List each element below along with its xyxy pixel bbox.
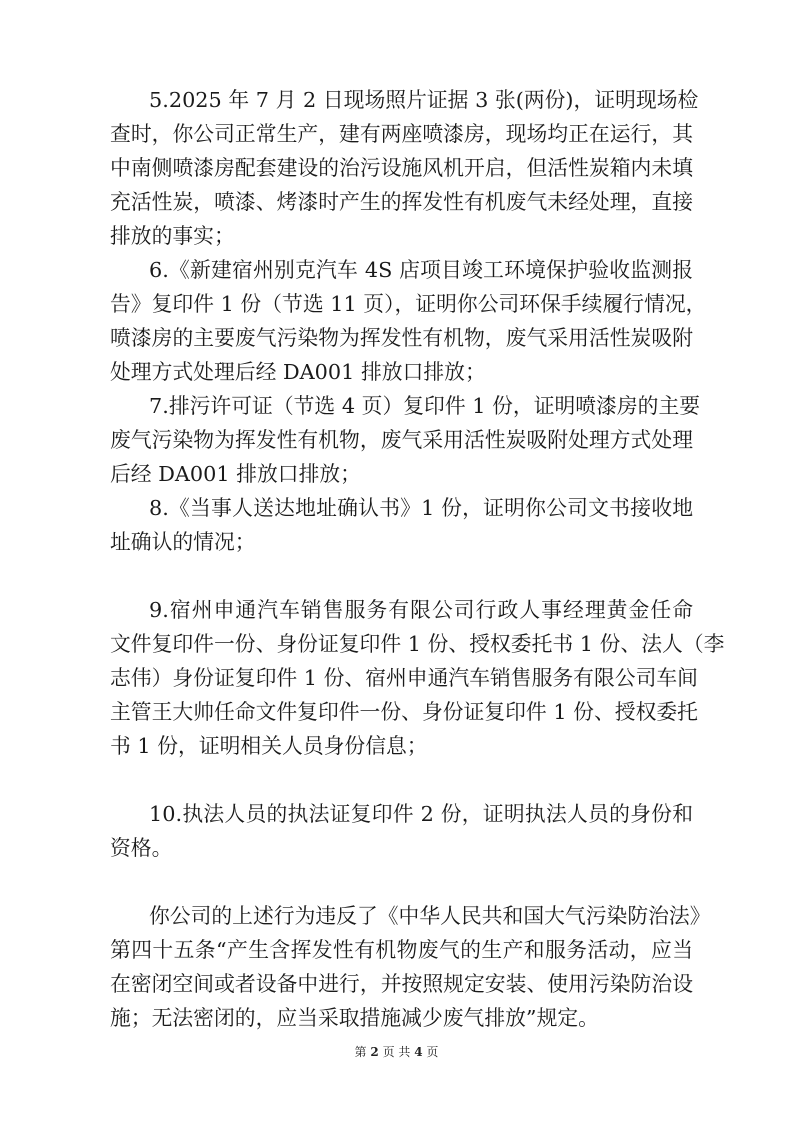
paragraph-9-line-5: 书 1 份，证明相关人员身份信息； [110, 734, 428, 758]
conclusion-line-4: 施；无法密闭的，应当采取措施减少废气排放”规定。 [110, 1006, 599, 1030]
paragraph-6-line-3: 喷漆房的主要废气污染物为挥发性有机物，废气采用活性炭吸附 [110, 326, 693, 350]
conclusion-line-1: 你公司的上述行为违反了《中华人民共和国大气污染防治法》 [149, 904, 711, 928]
paragraph-5-line-5: 排放的事实； [110, 224, 235, 248]
footer-total-pages: 4 [414, 1045, 423, 1059]
paragraph-7-line-3: 后经 DA001 排放口排放； [110, 462, 361, 486]
paragraph-5-line-3: 中南侧喷漆房配套建设的治污设施风机开启，但活性炭箱内未填 [110, 156, 693, 180]
paragraph-9-line-1: 9.宿州申通汽车销售服务有限公司行政人事经理黄金任命 [149, 598, 693, 622]
paragraph-6-line-1: 6.《新建宿州别克汽车 4S 店项目竣工环境保护验收监测报 [149, 258, 693, 282]
paragraph-10-line-1: 10.执法人员的执法证复印件 2 份，证明执法人员的身份和 [149, 802, 693, 826]
footer-page-number: 2 [370, 1045, 379, 1059]
conclusion-line-2: 第四十五条“产生含挥发性有机物废气的生产和服务活动，应当 [110, 938, 693, 962]
paragraph-6-line-2: 告》复印件 1 份（节选 11 页），证明你公司环保手续履行情况， [110, 292, 707, 316]
paragraph-9-line-2: 文件复印件一份、身份证复印件 1 份、授权委托书 1 份、法人（李 [110, 632, 725, 656]
paragraph-8-line-2: 址确认的情况； [110, 530, 256, 554]
paragraph-9-line-3: 志伟）身份证复印件 1 份、宿州申通汽车销售服务有限公司车间 [110, 666, 698, 690]
paragraph-10-line-2: 资格。 [110, 836, 173, 860]
paragraph-9-line-4: 主管王大帅任命文件复印件一份、身份证复印件 1 份、授权委托 [110, 700, 698, 724]
conclusion-line-3: 在密闭空间或者设备中进行，并按照规定安装、使用污染防治设 [110, 972, 693, 996]
footer-middle: 页 共 [382, 1045, 411, 1059]
paragraph-5-line-2: 查时，你公司正常生产，建有两座喷漆房，现场均正在运行，其 [110, 122, 693, 146]
paragraph-6-line-4: 处理方式处理后经 DA001 排放口排放； [110, 360, 486, 384]
footer-prefix: 第 [354, 1045, 367, 1059]
footer-suffix: 页 [426, 1045, 439, 1059]
paragraph-8-line-1: 8.《当事人送达地址确认书》1 份，证明你公司文书接收地 [149, 496, 693, 520]
page-footer [0, 1044, 793, 1060]
paragraph-7-line-1: 7.排污许可证（节选 4 页）复印件 1 份，证明喷漆房的主要 [149, 394, 701, 418]
paragraph-5-line-1: 5.2025 年 7 月 2 日现场照片证据 3 张(两份)，证明现场检 [149, 88, 699, 112]
paragraph-5-line-4: 充活性炭，喷漆、烤漆时产生的挥发性有机废气未经处理，直接 [110, 190, 693, 214]
paragraph-7-line-2: 废气污染物为挥发性有机物，废气采用活性炭吸附处理方式处理 [110, 428, 693, 452]
